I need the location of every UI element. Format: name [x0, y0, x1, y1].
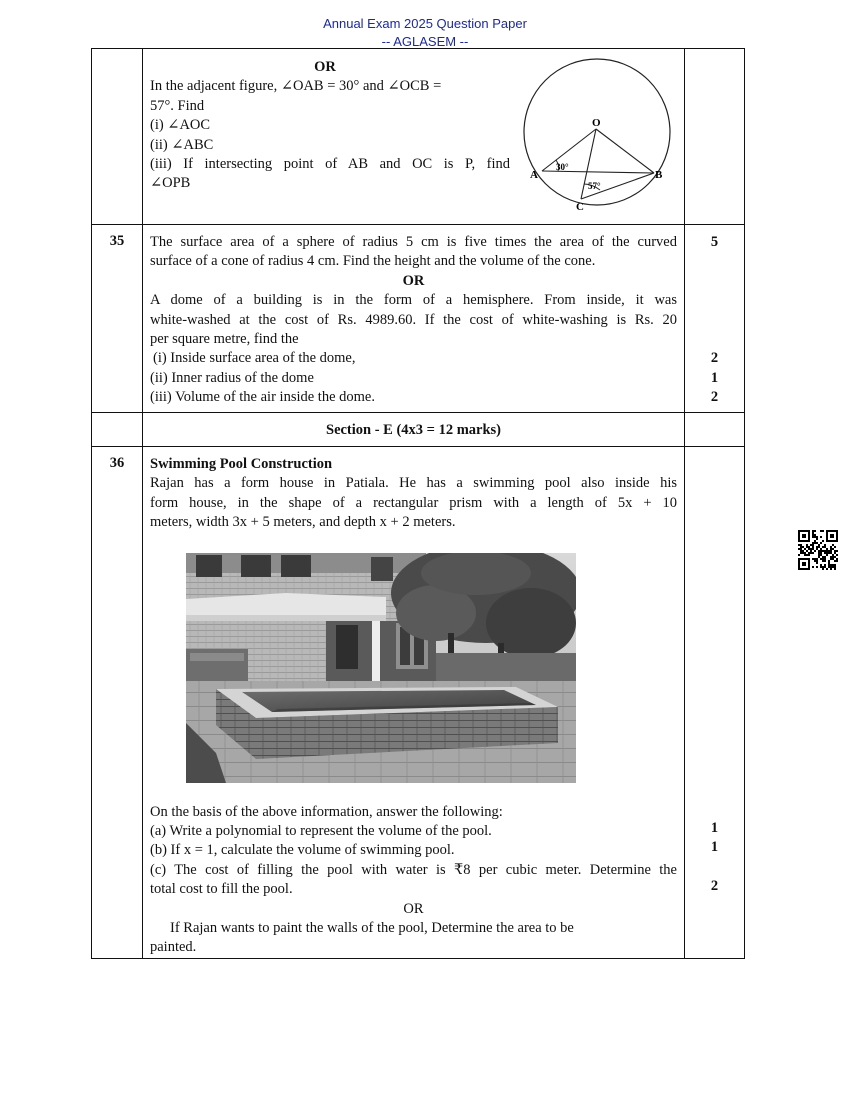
- label-a: A: [530, 169, 538, 181]
- q36-line-1: Rajan has a form house in Patiala. He has a swimming pool also inside his: [150, 475, 677, 492]
- question-number-cell: [92, 447, 143, 959]
- q34-part-ii: (ii) ∠ABC: [150, 136, 214, 153]
- marks-value: 1: [710, 820, 719, 836]
- question-text-cell: [143, 225, 685, 413]
- q36-part-c-line-2: total cost to fill the pool.: [150, 881, 293, 898]
- q35-part-iii: (iii) Volume of the air inside the dome.: [150, 389, 375, 406]
- marks-value: 2: [710, 350, 719, 367]
- question-row-36: [92, 447, 745, 959]
- q35-part-i: (i) Inside surface area of the dome,: [153, 350, 356, 367]
- question-number: 36: [109, 455, 125, 471]
- section-title: Section - E (4x3 = 12 marks): [326, 422, 501, 438]
- angle-label-57: 57°: [588, 181, 601, 191]
- q36-or-line-1: If Rajan wants to paint the walls of the pool, Determine the area to be: [170, 920, 574, 937]
- question-number-cell: [92, 225, 143, 413]
- q36-line-2: form house, in the shape of a rectangular prism with a length of 5x + 10: [150, 494, 677, 511]
- circle-figure: [520, 56, 680, 214]
- q36-line-3: meters, width 3x + 5 meters, and depth x + 2 meters.: [150, 514, 456, 531]
- swimming-pool-photo: [186, 553, 576, 783]
- q36-instruction: On the basis of the above information, answer the following:: [150, 803, 503, 820]
- marks-cell: [685, 447, 745, 959]
- or-label: OR: [403, 900, 424, 917]
- q35-line-1: The surface area of a sphere of radius 5 cm is five times the area of the curved: [150, 234, 677, 250]
- section-heading-cell: [143, 413, 685, 447]
- q35-or-line-1: A dome of a building is in the form of a hemisphere. From inside, it was: [150, 292, 677, 309]
- marks-cell: [685, 413, 745, 447]
- angle-label-30: 30°: [556, 162, 569, 172]
- question-number-cell: [92, 49, 143, 225]
- marks-value: 5: [710, 234, 719, 250]
- q35-line-2: surface of a cone of radius 4 cm. Find the height and the volume of the cone.: [150, 253, 596, 270]
- header-title: Annual Exam 2025 Question Paper: [323, 16, 527, 31]
- q34-part-i: (i) ∠AOC: [150, 117, 211, 134]
- marks-cell: [685, 49, 745, 225]
- marks-value: 1: [710, 369, 719, 386]
- marks-value: 1: [710, 839, 719, 856]
- question-number-cell: [92, 413, 143, 447]
- or-label: OR: [402, 272, 425, 289]
- q34-part-iii-line-2: ∠OPB: [150, 175, 191, 192]
- q35-part-ii: (ii) Inner radius of the dome: [150, 369, 314, 386]
- q35-or-line-2: white-washed at the cost of Rs. 4989.60. If the cost of white-washing is Rs. 20: [150, 311, 677, 328]
- q34-part-iii-line-1: (iii) If intersecting point of AB and OC is P, find: [150, 156, 510, 173]
- label-o: O: [592, 117, 601, 129]
- qr-code: [798, 530, 838, 570]
- q34-line-1: In the adjacent figure, ∠OAB = 30° and ∠OCB =: [150, 78, 442, 95]
- q36-part-a: (a) Write a polynomial to represent the volume of the pool.: [150, 823, 492, 840]
- q36-part-c-line-1: (c) The cost of filling the pool with water is ₹8 per cubic meter. Determine the: [150, 861, 677, 878]
- header-subtitle: -- AGLASEM --: [381, 34, 469, 49]
- marks-value: 2: [710, 389, 719, 406]
- segment-ob: [596, 129, 654, 173]
- q35-or-line-3: per square metre, find the: [150, 331, 299, 348]
- question-number: 35: [109, 233, 125, 249]
- question-text-cell: [143, 447, 685, 959]
- q36-or-line-2: painted.: [150, 939, 197, 956]
- label-c: C: [576, 201, 584, 213]
- marks-cell: [685, 225, 745, 413]
- section-heading-row: [92, 413, 745, 447]
- q34-line-2: 57°. Find: [150, 97, 205, 114]
- or-label: OR: [314, 59, 336, 75]
- q36-heading: Swimming Pool Construction: [150, 456, 333, 472]
- label-b: B: [655, 169, 663, 181]
- q36-part-b: (b) If x = 1, calculate the volume of swimming pool.: [150, 842, 455, 859]
- question-row-35: [92, 225, 745, 413]
- marks-value: 2: [710, 878, 719, 895]
